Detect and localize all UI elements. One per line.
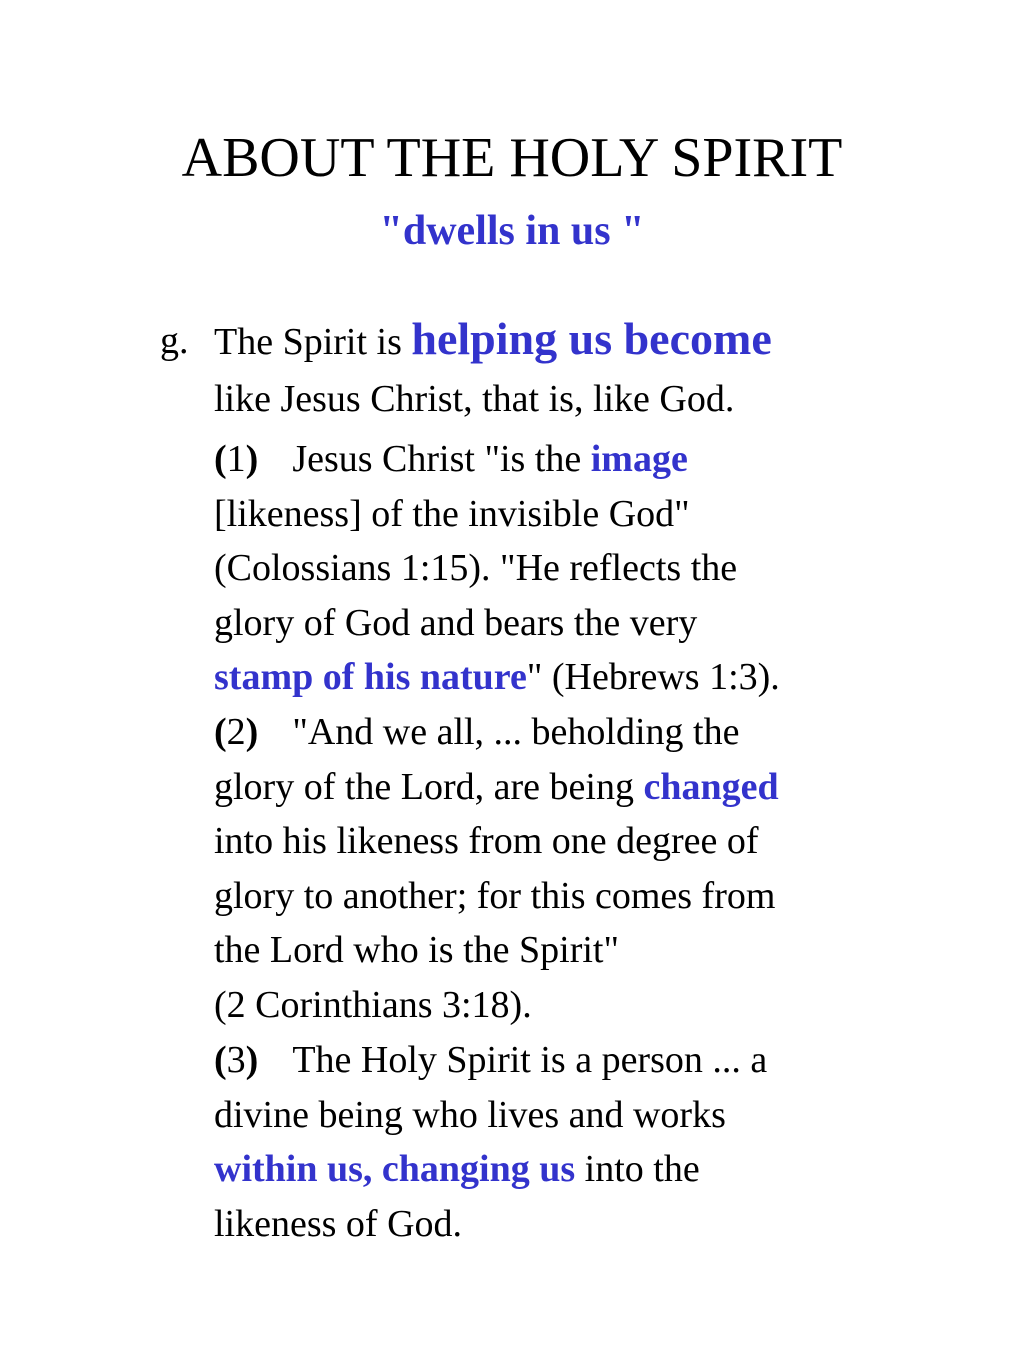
point-2 bbox=[214, 705, 914, 1032]
point-3-open-paren: ( bbox=[214, 1039, 227, 1081]
point-2-line-3: into his likeness from one degree of bbox=[214, 820, 759, 862]
item-g-text bbox=[214, 310, 904, 428]
point-3-line-4: likeness of God. bbox=[214, 1202, 463, 1245]
point-1-line-2: [likeness] of the invisible God" bbox=[214, 492, 690, 535]
page-title: ABOUT THE HOLY SPIRIT bbox=[181, 127, 843, 189]
point-3-line-3 bbox=[214, 1142, 914, 1197]
point-2-line-4: glory to another; for this comes from bbox=[214, 874, 776, 917]
point-1-emphasis-stamp: stamp of his nature bbox=[214, 656, 527, 698]
item-g-line-1 bbox=[214, 310, 904, 371]
point-2-line-5: the Lord who is the Spirit" bbox=[214, 929, 619, 971]
point-2-emphasis-changed: changed bbox=[643, 765, 779, 808]
point-3-line-1-text: The Holy Spirit is a person ... a bbox=[292, 1039, 768, 1081]
point-1-line-5 bbox=[214, 650, 914, 705]
point-2-line-2 bbox=[214, 760, 914, 815]
item-g-marker: g. bbox=[160, 320, 189, 362]
point-1-line-1-text: Jesus Christ "is the bbox=[292, 438, 591, 480]
point-2-number: 2 bbox=[226, 711, 246, 753]
point-3-line-1 bbox=[214, 1033, 914, 1088]
point-1-number: 1 bbox=[226, 438, 246, 480]
point-3-close-paren: ) bbox=[245, 1039, 259, 1081]
point-2-line-1-text: "And we all, ... beholding the bbox=[292, 711, 740, 753]
point-3-line-3-text: into the bbox=[575, 1148, 700, 1190]
point-1-close-paren: ) bbox=[245, 438, 259, 480]
point-1-line-5-text: " (Hebrews 1:3). bbox=[526, 656, 780, 698]
point-1-line-1 bbox=[214, 432, 914, 487]
point-3-line-2: divine being who lives and works bbox=[214, 1093, 726, 1136]
point-3-number: 3 bbox=[226, 1039, 246, 1081]
point-1 bbox=[214, 432, 914, 705]
point-1-line-3: (Colossians 1:15). "He reflects the bbox=[214, 547, 738, 589]
point-1-open-paren: ( bbox=[214, 438, 227, 480]
point-3 bbox=[214, 1033, 914, 1251]
page-subtitle: "dwells in us " bbox=[379, 208, 645, 254]
point-2-close-paren: ) bbox=[245, 711, 259, 753]
point-2-line-2-text: glory of the Lord, are being bbox=[214, 765, 644, 808]
item-g-text-after: like Jesus Christ, that is, like God. bbox=[214, 378, 735, 420]
point-2-open-paren: ( bbox=[214, 711, 227, 753]
item-g-emphasis: helping us become bbox=[411, 313, 772, 364]
point-1-line-4: glory of God and bears the very bbox=[214, 601, 698, 644]
point-3-emphasis-within: within us, changing us bbox=[214, 1148, 576, 1190]
item-g-text-before: The Spirit is bbox=[214, 321, 412, 363]
point-2-line-1 bbox=[214, 705, 914, 760]
point-2-line-6: (2 Corinthians 3:18). bbox=[214, 983, 532, 1026]
point-1-emphasis-image: image bbox=[590, 438, 688, 480]
